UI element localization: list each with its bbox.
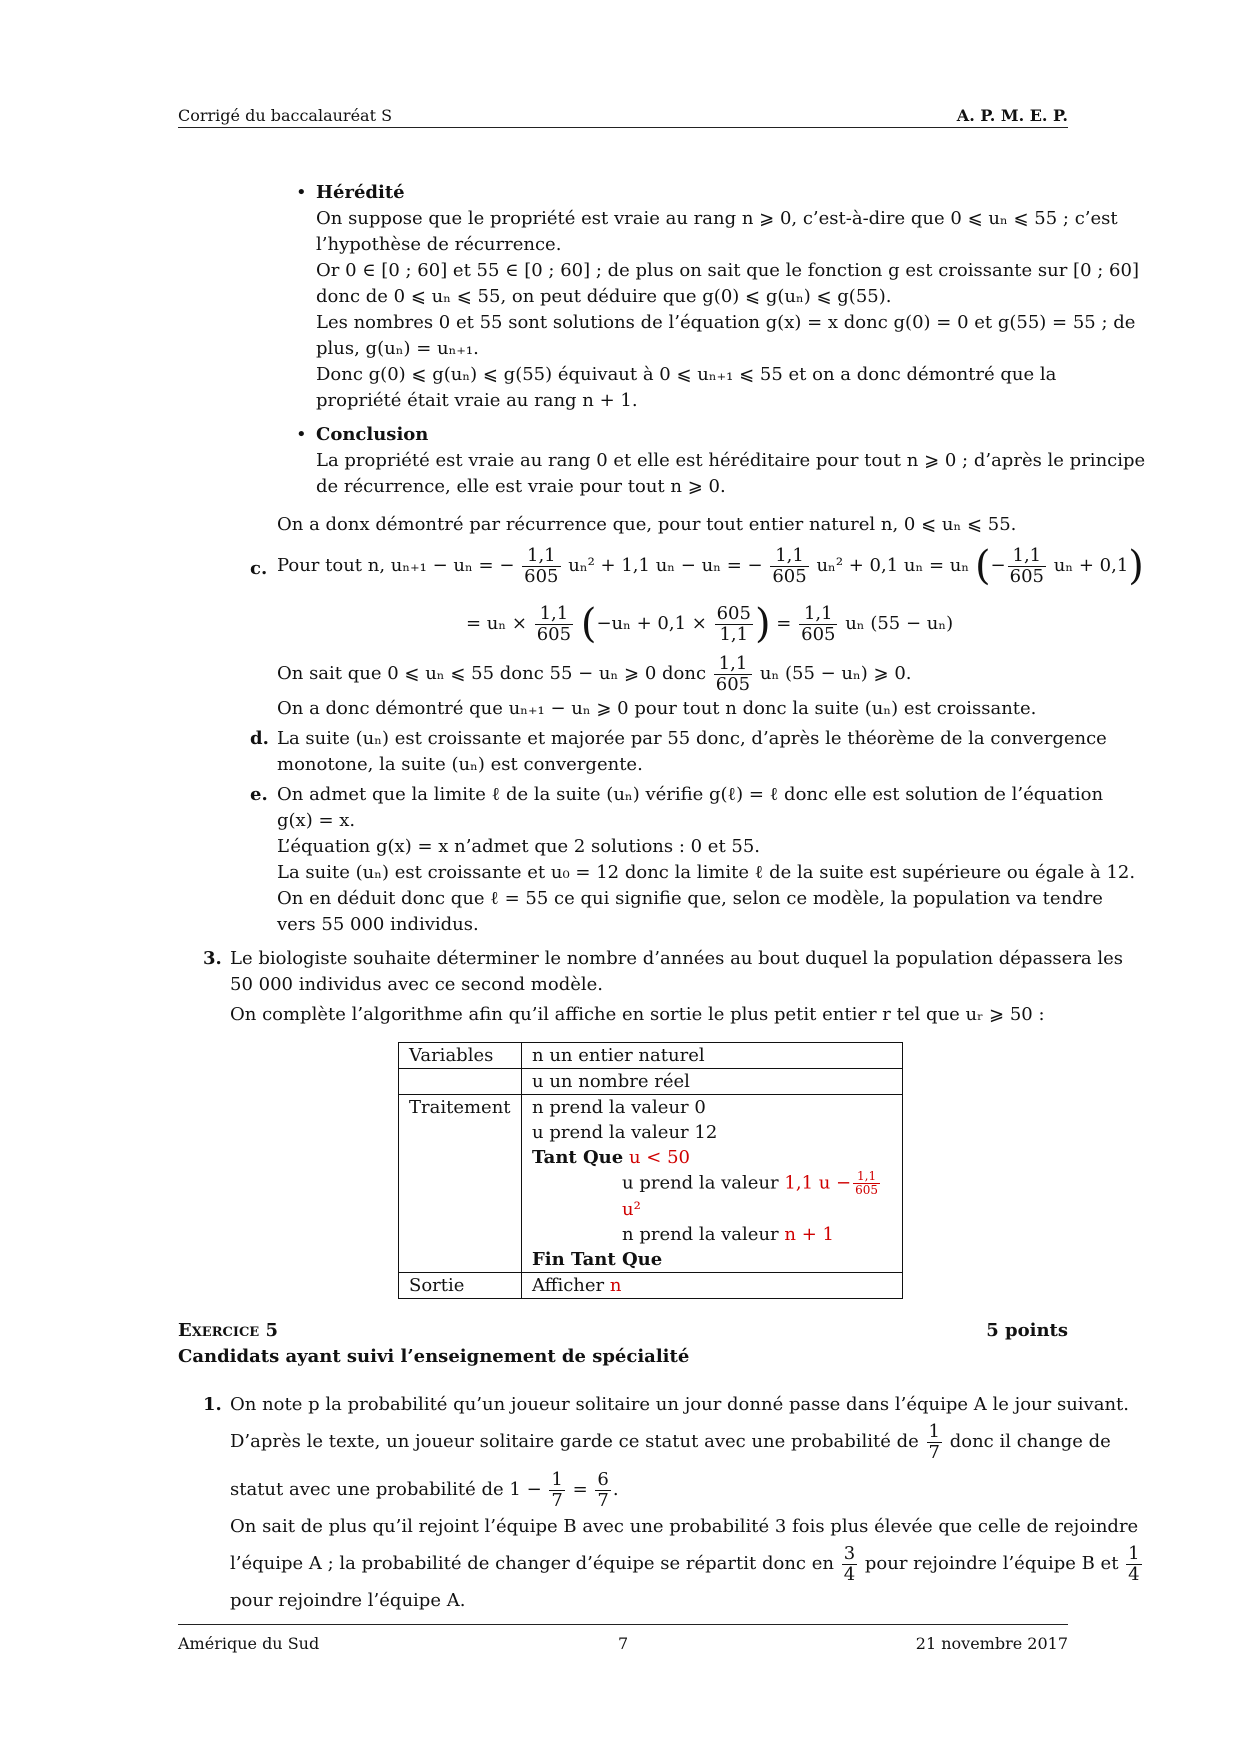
condition: u < 50	[628, 1147, 690, 1168]
text-span: donc il change de	[949, 1431, 1111, 1452]
text-span: uₙ (55 − uₙ) ⩾ 0.	[759, 663, 912, 684]
frac-den: 7	[551, 1489, 563, 1511]
frac-den: 605	[524, 565, 559, 587]
text-line: La propriété est vraie au rang 0 et elle est héréditaire pour tout n ⩾ 0 ; d’après le principe	[316, 450, 1146, 471]
text-line: On complète l’algorithme afin qu’il affiche en sortie le plus petit entier r tel que uᵣ ⩾ 50 :	[230, 1004, 1045, 1025]
text-line: monotone, la suite (uₙ) est convergente.	[277, 754, 643, 775]
part-e-label: e.	[250, 784, 268, 805]
frac-num: 1,1	[714, 654, 752, 675]
text-line	[230, 1466, 1080, 1514]
table-cell	[522, 1273, 903, 1299]
frac-den: 4	[1128, 1563, 1140, 1585]
text-line: plus, g(uₙ) = uₙ₊₁.	[316, 338, 479, 359]
footer-date: 21 novembre 2017	[915, 1634, 1068, 1653]
exercise-points: 5 points	[986, 1320, 1068, 1341]
fraction	[770, 546, 808, 587]
text-line: On en déduit donc que ℓ = 55 ce qui signifie que, selon ce modèle, la population va tendre	[277, 888, 1103, 909]
text-line: On sait de plus qu’il rejoint l’équipe B avec une probabilité 3 fois plus élevée que celle de rejoindre	[230, 1516, 1139, 1537]
text-span: uₙ² + 1,1 uₙ − uₙ = −	[568, 555, 763, 576]
frac-num: 1,1	[799, 604, 837, 625]
expr: n + 1	[784, 1224, 834, 1245]
exercise-header	[178, 1318, 1068, 1370]
table-cell: Sortie	[399, 1273, 522, 1299]
expr: u²	[622, 1199, 641, 1220]
frac-num: 1	[551, 1468, 563, 1490]
table-cell	[399, 1069, 522, 1095]
text-line: La suite (uₙ) est croissante et majorée par 55 donc, d’après le théorème de la convergence	[277, 728, 1107, 749]
part-d-label: d.	[250, 728, 269, 749]
table-cell: Traitement	[399, 1095, 522, 1273]
table-row	[399, 1273, 903, 1299]
frac-num: 1,1	[770, 546, 808, 567]
frac-num: 1,1	[853, 1170, 880, 1184]
conclusion-title: Conclusion	[316, 424, 429, 445]
text-span: statut avec une probabilité de 1 −	[230, 1479, 542, 1500]
q3-block	[230, 946, 1124, 1028]
algo-line	[532, 1145, 892, 1170]
text-span: Afficher	[532, 1275, 605, 1296]
part-c-line3	[277, 650, 912, 698]
frac-den: 605	[855, 1183, 879, 1197]
table-cell: Variables	[399, 1043, 522, 1069]
text-span: =	[776, 613, 792, 634]
page-number: 7	[618, 1634, 629, 1653]
table-row	[399, 1069, 903, 1095]
paren-left: (	[580, 601, 597, 647]
text-line: 50 000 individus avec ce second modèle.	[230, 974, 603, 995]
text-span: On sait que 0 ⩽ uₙ ⩽ 55 donc 55 − uₙ ⩾ 0 donc	[277, 663, 707, 684]
keyword: Tant Que	[532, 1147, 624, 1168]
frac-den: 605	[536, 623, 572, 645]
algo-line	[532, 1247, 892, 1272]
exercise-title: Exercice 5	[178, 1320, 278, 1341]
text-line	[230, 1540, 1140, 1588]
text-line: On note p la probabilité qu’un joueur solitaire un jour donné passe dans l’équipe A le jour suivant.	[230, 1394, 1129, 1415]
fraction	[1126, 1544, 1141, 1585]
text-line: g(x) = x.	[277, 810, 356, 831]
text-span: n prend la valeur	[622, 1224, 779, 1245]
text-line: Le biologiste souhaite déterminer le nombre d’années au bout duquel la population dépassera les	[230, 948, 1124, 969]
algo-line	[532, 1222, 892, 1247]
footer-left: Amérique du Sud	[178, 1634, 320, 1653]
header-title: Corrigé du baccalauréat S	[178, 106, 393, 125]
paren-right: )	[754, 601, 771, 647]
frac-num: 1,1	[522, 546, 560, 567]
table-cell: u un nombre réel	[522, 1069, 903, 1095]
frac-num: 1	[1128, 1542, 1140, 1564]
table-row	[399, 1043, 903, 1069]
conclusion-block	[316, 422, 1146, 500]
algo-line: n prend la valeur 0	[532, 1097, 706, 1118]
text-span: −uₙ + 0,1 ×	[596, 613, 707, 634]
fraction	[522, 546, 560, 587]
text-line: pour rejoindre l’équipe A.	[230, 1590, 466, 1611]
page-header	[178, 103, 1068, 128]
text-line: La suite (uₙ) est croissante et u₀ = 12 donc la limite ℓ de la suite est supérieure ou égale à 12.	[277, 862, 1136, 883]
text-span: uₙ² + 0,1 uₙ = uₙ	[816, 555, 970, 576]
text-line: donc de 0 ⩽ uₙ ⩽ 55, on peut déduire que g(0) ⩽ g(uₙ) ⩽ g(55).	[316, 286, 892, 307]
frac-num: 1	[928, 1420, 940, 1442]
text-line: de récurrence, elle est vraie pour tout n ⩾ 0.	[316, 476, 726, 497]
frac-num: 6	[597, 1468, 609, 1490]
frac-den: 7	[597, 1489, 609, 1511]
fraction	[1008, 546, 1046, 587]
table-cell	[522, 1095, 903, 1273]
algorithm-table	[398, 1042, 903, 1299]
frac-num: 605	[716, 602, 751, 624]
text-span: u prend la valeur	[622, 1172, 779, 1194]
bullet-icon: •	[296, 182, 307, 203]
text-span: = uₙ ×	[466, 613, 527, 634]
text-line: Donc g(0) ⩽ g(uₙ) ⩽ g(55) équivaut à 0 ⩽ uₙ₊₁ ⩽ 55 et on a donc démontré que la	[316, 364, 1057, 385]
text-line: On admet que la limite ℓ de la suite (uₙ) vérifie g(ℓ) = ℓ donc elle est solution de l’équation	[277, 784, 1104, 805]
paren-left: (	[974, 543, 991, 589]
fraction	[927, 1422, 942, 1463]
part-c-label: c.	[250, 558, 268, 579]
bullet-icon: •	[296, 424, 307, 445]
frac-den: 4	[843, 1563, 856, 1585]
q1-label: 1.	[203, 1394, 222, 1415]
fraction	[535, 604, 573, 645]
text-span: uₙ + 0,1	[1053, 555, 1129, 576]
keyword: Fin Tant Que	[532, 1249, 663, 1270]
text-line: L’équation g(x) = x n’admet que 2 solutions : 0 et 55.	[277, 836, 761, 857]
text-span: D’après le texte, un joueur solitaire garde ce statut avec une probabilité de	[230, 1431, 919, 1452]
frac-den: 605	[715, 673, 751, 695]
text-line: On suppose que le propriété est vraie au rang n ⩾ 0, c’est-à-dire que 0 ⩽ uₙ ⩽ 55 ; c’est	[316, 208, 1118, 229]
frac-num: 1,1	[535, 604, 573, 625]
fraction	[595, 1470, 610, 1511]
text-line: Les nombres 0 et 55 sont solutions de l’équation g(x) = x donc g(0) = 0 et g(55) = 55 ; de	[316, 312, 1136, 333]
part-e-block	[277, 782, 1136, 938]
text-line: propriété était vraie au rang n + 1.	[316, 390, 638, 411]
page-footer	[178, 1624, 1068, 1655]
text-line	[230, 1418, 1111, 1466]
paren-right: )	[1128, 543, 1144, 589]
fraction	[549, 1470, 564, 1511]
fraction	[853, 1170, 880, 1197]
text-line: Or 0 ∈ [0 ; 60] et 55 ∈ [0 ; 60] ; de plus on sait que le fonction g est croissante sur [0 ; 60]	[316, 260, 1139, 281]
text-span: Pour tout n, uₙ₊₁ − uₙ = −	[277, 555, 515, 576]
part-c-line2	[466, 596, 953, 652]
part-c-line1: Pour tout n, uₙ₊₁ − uₙ = − $\frac{1,1}{605}$ uₙ² + 1,1 uₙ − uₙ = − $\frac{1,1}{605}$ uₙ² + 0,1 uₙ = uₙ (− $\frac{1,1}{605}$ uₙ + 0,1)	[277, 543, 1144, 589]
frac-den: 7	[928, 1441, 940, 1463]
text-span: pour rejoindre l’équipe B et	[864, 1553, 1119, 1574]
frac-num: 1,1	[1008, 546, 1046, 567]
fraction	[799, 604, 837, 645]
text-span: =	[572, 1479, 588, 1500]
text-line: l’hypothèse de récurrence.	[316, 234, 562, 255]
frac-den: 605	[772, 565, 807, 587]
fraction	[714, 654, 752, 695]
frac-den: 1,1	[719, 623, 749, 645]
table-cell: n un entier naturel	[522, 1043, 903, 1069]
q1-block	[230, 1392, 1140, 1614]
recap-text: On a donx démontré par récurrence que, pour tout entier naturel n, 0 ⩽ uₙ ⩽ 55.	[277, 514, 1017, 535]
frac-den: 605	[1009, 565, 1044, 587]
frac-num: 3	[843, 1542, 856, 1564]
algo-line: u prend la valeur 12	[532, 1122, 718, 1143]
fraction	[715, 604, 753, 645]
q3-label: 3.	[203, 948, 222, 969]
expr: 1,1 u −	[784, 1172, 852, 1194]
part-c-line4: On a donc démontré que uₙ₊₁ − uₙ ⩾ 0 pour tout n donc la suite (uₙ) est croissante.	[277, 698, 1037, 719]
text-span: uₙ (55 − uₙ)	[845, 613, 954, 634]
algo-line	[532, 1170, 892, 1222]
exercise-subtitle: Candidats ayant suivi l’enseignement de spécialité	[178, 1346, 690, 1367]
expr: n	[609, 1275, 622, 1296]
header-brand: A. P. M. E. P.	[956, 106, 1068, 125]
text-span: l’équipe A ; la probabilité de changer d’équipe se répartit donc en	[230, 1553, 834, 1574]
fraction	[842, 1544, 857, 1585]
heredite-title: Hérédité	[316, 182, 405, 203]
text-line: vers 55 000 individus.	[277, 914, 479, 935]
frac-den: 605	[801, 623, 836, 645]
part-d-block	[277, 726, 1107, 778]
heredite-block	[316, 180, 1139, 414]
text-span: .	[612, 1479, 619, 1500]
table-row	[399, 1095, 903, 1273]
